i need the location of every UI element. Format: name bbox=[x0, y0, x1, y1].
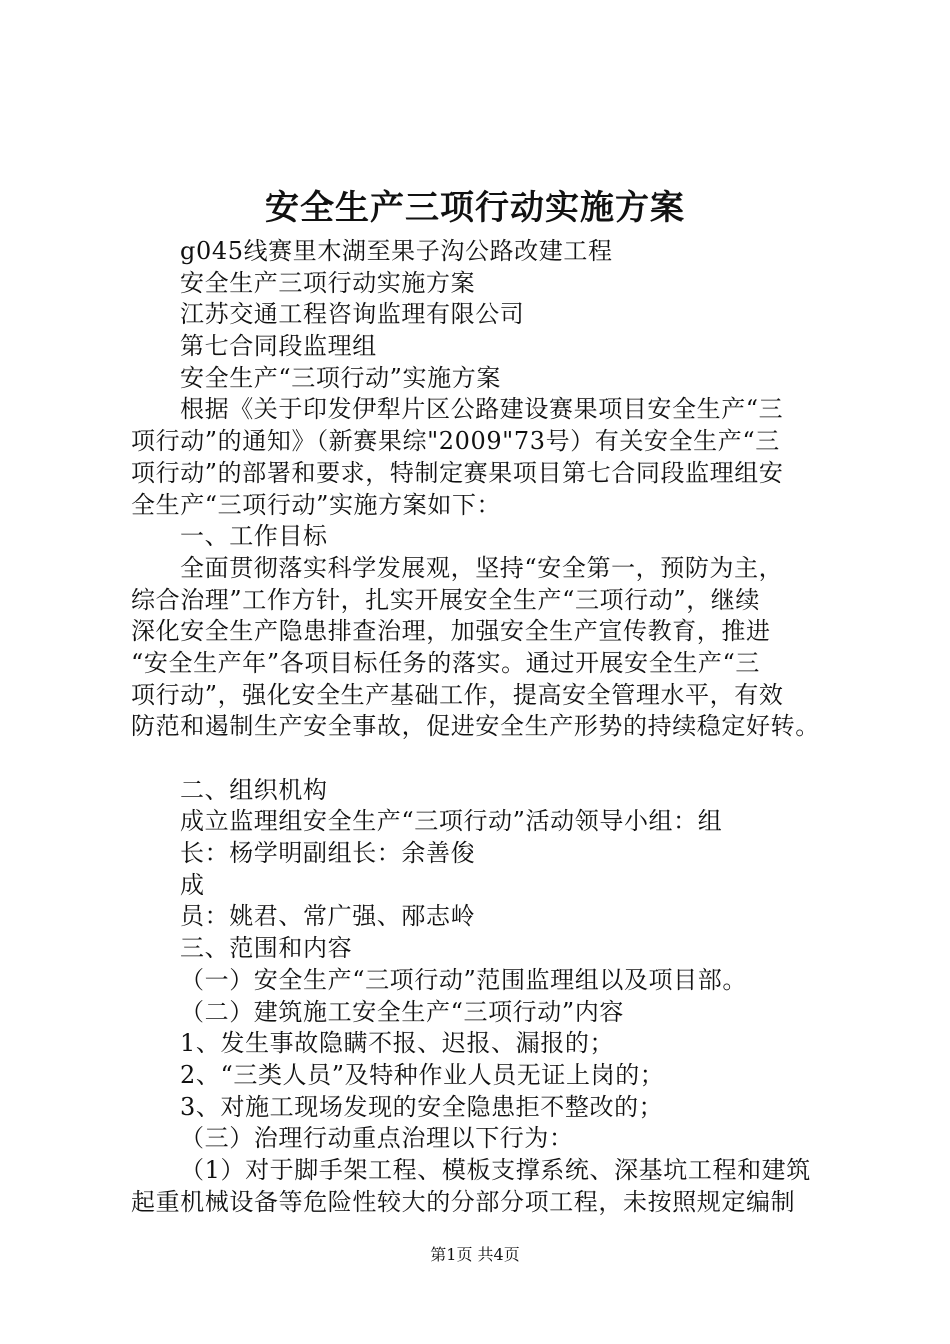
page-footer: 第1页 共4页 bbox=[430, 1245, 520, 1264]
blank-line bbox=[131, 743, 831, 775]
item-line: 起重机械设备等危险性较大的分部分项工程，未按照规定编制 bbox=[131, 1187, 796, 1216]
scope-line: 1、发生事故隐瞒不报、迟报、漏报的； bbox=[180, 1029, 615, 1058]
goals-line: 全面贯彻落实科学发展观，坚持“安全第一，预防为主， bbox=[180, 553, 784, 582]
section-heading-scope: 三、范围和内容 bbox=[180, 934, 353, 963]
header-line-project: g045线赛里木湖至果子沟公路改建工程 bbox=[180, 237, 613, 265]
intro-line: 项行动”的部署和要求，特制定赛果项目第七合同段监理组安 bbox=[131, 458, 784, 487]
scope-line: 3、对施工现场发现的安全隐患拒不整改的； bbox=[180, 1092, 664, 1121]
scope-line: （一）安全生产“三项行动”范围监理组以及项目部。 bbox=[180, 965, 747, 994]
scope-line: （三）治理行动重点治理以下行为： bbox=[180, 1124, 574, 1153]
organization-line: 长：杨学明副组长：余善俊 bbox=[180, 839, 476, 868]
intro-line: 项行动”的通知》（新赛果综"2009"73号）有关安全生产“三 bbox=[131, 427, 780, 456]
organization-line: 员：姚君、常广强、邴志岭 bbox=[180, 902, 476, 931]
goals-line: 深化安全生产隐患排查治理，加强安全生产宣传教育，推进 bbox=[131, 617, 771, 646]
scope-line: 2、“三类人员”及特种作业人员无证上岗的； bbox=[180, 1060, 665, 1089]
header-line-subtitle: 安全生产“三项行动”实施方案 bbox=[180, 363, 501, 392]
goals-line: 项行动”，强化安全生产基础工作，提高安全管理水平，有效 bbox=[131, 680, 784, 709]
scope-line: （二）建筑施工安全生产“三项行动”内容 bbox=[180, 997, 624, 1026]
document-body bbox=[131, 236, 831, 1218]
header-line-group: 第七合同段监理组 bbox=[180, 332, 377, 361]
section-heading-goals: 一、工作目标 bbox=[180, 522, 328, 551]
intro-line: 根据《关于印发伊犁片区公路建设赛果项目安全生产“三 bbox=[180, 395, 784, 424]
organization-line: 成立监理组安全生产“三项行动”活动领导小组：组 bbox=[180, 807, 723, 836]
item-line: （1）对于脚手架工程、模板支撑系统、深基坑工程和建筑 bbox=[180, 1155, 811, 1184]
header-line-company: 江苏交通工程咨询监理有限公司 bbox=[180, 300, 525, 329]
intro-line: 全生产“三项行动”实施方案如下： bbox=[131, 490, 502, 519]
goals-line: “安全生产年”各项目标任务的落实。通过开展安全生产“三 bbox=[131, 648, 761, 677]
goals-line: 防范和遏制生产安全事故，促进安全生产形势的持续稳定好转。 bbox=[131, 712, 820, 741]
header-line-plan: 安全生产三项行动实施方案 bbox=[180, 268, 476, 297]
section-heading-organization: 二、组织机构 bbox=[180, 775, 328, 804]
document-title: 安全生产三项行动实施方案 bbox=[265, 188, 685, 228]
organization-line: 成 bbox=[180, 870, 205, 899]
goals-line: 综合治理”工作方针，扎实开展安全生产“三项行动”，继续 bbox=[131, 585, 761, 614]
